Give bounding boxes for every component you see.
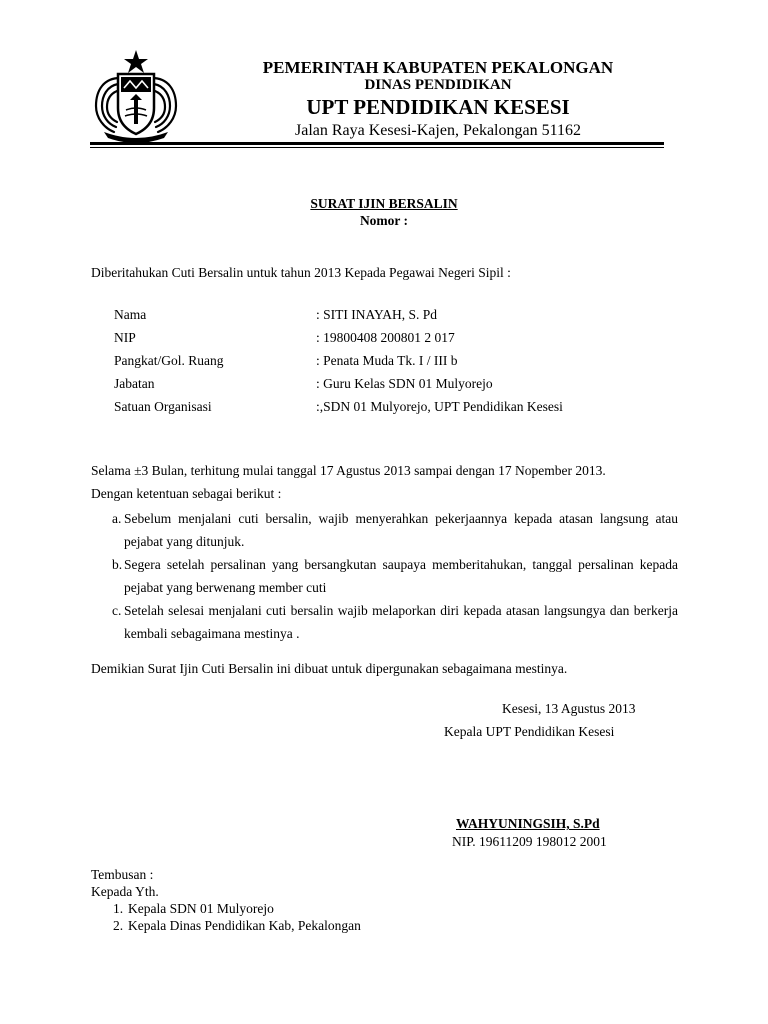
copy-recipient: Kepala Dinas Pendidikan Kab, Pekalongan <box>128 918 361 933</box>
letter-title <box>0 195 768 229</box>
closing-paragraph: Demikian Surat Ijin Cuti Bersalin ini dibuat untuk dipergunakan sebagaimana mestinya. <box>91 661 568 676</box>
letterhead-department: DINAS PENDIDIKAN <box>364 77 512 93</box>
employee-row <box>114 307 674 324</box>
copies-heading: Tembusan : <box>91 867 154 882</box>
letterhead-divider-thin <box>90 147 664 148</box>
list-marker: b. <box>112 557 123 572</box>
employee-label: Jabatan <box>114 376 155 391</box>
letterhead <box>238 58 638 142</box>
list-marker: c. <box>112 603 122 618</box>
condition-text: Sebelum menjalani cuti bersalin, wajib menyerahkan pekerjaannya kepada atasan langsung atau pejabat yang ditunjuk. <box>124 511 678 549</box>
letterhead-address: Jalan Raya Kesesi-Kajen, Pekalongan 51162 <box>295 122 581 139</box>
list-item <box>91 507 678 553</box>
regency-coat-of-arms-icon <box>90 48 182 144</box>
list-item <box>91 553 678 599</box>
employee-row <box>114 330 674 347</box>
conditions-list <box>91 507 678 645</box>
list-marker: a. <box>112 511 122 526</box>
conditions-intro: Dengan ketentuan sebagai berikut : <box>91 486 282 501</box>
list-marker: 2. <box>113 918 124 933</box>
employee-value: : 19800408 200801 2 017 <box>316 330 455 345</box>
leave-period: Selama ±3 Bulan, terhitung mulai tanggal 17 Agustus 2013 sampai dengan 17 Nopember 2013. <box>91 463 606 478</box>
employee-value: : SITI INAYAH, S. Pd <box>316 307 438 322</box>
list-item <box>91 599 678 645</box>
copies-to: Kepada Yth. <box>91 884 159 899</box>
signature-position: Kepala UPT Pendidikan Kesesi <box>444 724 615 739</box>
employee-label: Satuan Organisasi <box>114 399 212 414</box>
letter-heading: SURAT IJIN BERSALIN <box>310 196 458 211</box>
list-item <box>91 917 361 934</box>
list-marker: 1. <box>113 901 124 916</box>
signature-place-date: Kesesi, 13 Agustus 2013 <box>502 701 636 716</box>
employee-label: Nama <box>114 307 147 322</box>
copies-section <box>91 866 361 934</box>
signatory-nip: NIP. 19611209 198012 2001 <box>452 834 607 849</box>
letterhead-government: PEMERINTAH KABUPATEN PEKALONGAN <box>262 58 614 77</box>
employee-value: : Guru Kelas SDN 01 Mulyorejo <box>316 376 493 391</box>
employee-label: NIP <box>114 330 136 345</box>
employee-row <box>114 399 674 416</box>
list-item <box>91 900 361 917</box>
employee-row <box>114 353 674 370</box>
signatory-name: WAHYUNINGSIH, S.Pd <box>456 816 600 831</box>
letterhead-unit: UPT PENDIDIKAN KESESI <box>306 95 570 119</box>
letterhead-divider-thick <box>90 142 664 145</box>
employee-value: : Penata Muda Tk. I / III b <box>316 353 458 368</box>
employee-row <box>114 376 674 393</box>
condition-text: Setelah selesai menjalani cuti bersalin wajib melaporkan diri kepada atasan langsungya dan berkerja kembali sebagaimana mestinya . <box>124 603 678 641</box>
intro-paragraph: Diberitahukan Cuti Bersalin untuk tahun 2013 Kepada Pegawai Negeri Sipil : <box>91 265 511 280</box>
employee-value: :,SDN 01 Mulyorejo, UPT Pendidikan Kesesi <box>316 399 563 414</box>
copy-recipient: Kepala SDN 01 Mulyorejo <box>128 901 274 916</box>
condition-text: Segera setelah persalinan yang bersangkutan saupaya memberitahukan, tanggal persalinan kepada pejabat yang berwenang member cuti <box>124 557 678 595</box>
letter-number: Nomor : <box>359 213 409 228</box>
employee-label: Pangkat/Gol. Ruang <box>114 353 224 368</box>
